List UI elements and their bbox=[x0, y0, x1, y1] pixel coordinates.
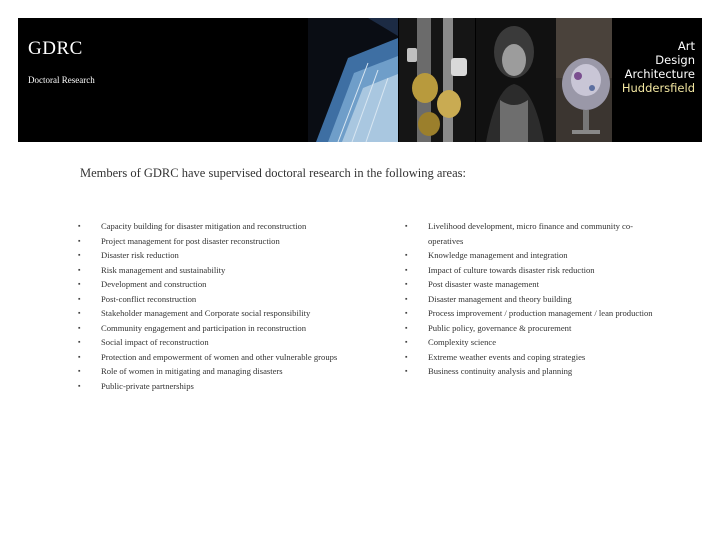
portrait-photo bbox=[476, 18, 556, 142]
list-item: ▪ Protection and empowerment of women and other vulnerable groups bbox=[101, 350, 381, 365]
list-item: ▪ Development and construction bbox=[101, 277, 381, 292]
research-areas-left bbox=[101, 219, 381, 394]
list-item: ▪ Role of women in mitigating and managing disasters bbox=[101, 364, 381, 379]
list-item: ▪ Livelihood development, micro finance and community co-operatives bbox=[428, 219, 653, 248]
school-line-art: Art bbox=[677, 39, 695, 53]
list-item: ▪ Post disaster waste management bbox=[428, 277, 653, 292]
research-areas-right bbox=[428, 219, 653, 379]
padlocks-photo bbox=[399, 18, 475, 142]
list-item: ▪ Disaster risk reduction bbox=[101, 248, 381, 263]
chair-photo bbox=[556, 18, 612, 142]
school-line-design: Design bbox=[655, 53, 695, 67]
building-photo bbox=[308, 18, 398, 142]
list-item: ▪ Complexity science bbox=[428, 335, 653, 350]
list-item: ▪ Knowledge management and integration bbox=[428, 248, 653, 263]
brand-title: GDRC bbox=[28, 38, 83, 59]
list-item: ▪ Public policy, governance & procurement bbox=[428, 321, 653, 336]
school-block bbox=[622, 39, 695, 95]
list-item: ▪ Capacity building for disaster mitigation and reconstruction bbox=[101, 219, 381, 234]
brand-subtitle: Doctoral Research bbox=[28, 75, 95, 85]
list-item: ▪ Process improvement / production management / lean production bbox=[428, 306, 653, 321]
list-item: ▪ Extreme weather events and coping strategies bbox=[428, 350, 653, 365]
list-item: ▪ Social impact of reconstruction bbox=[101, 335, 381, 350]
list-item: ▪ Post-conflict reconstruction bbox=[101, 292, 381, 307]
list-item: ▪ Business continuity analysis and planning bbox=[428, 364, 653, 379]
list-item: ▪ Stakeholder management and Corporate social responsibility bbox=[101, 306, 381, 321]
list-item: ▪ Disaster management and theory building bbox=[428, 292, 653, 307]
list-item: ▪ Project management for post disaster reconstruction bbox=[101, 234, 381, 249]
list-item: ▪ Community engagement and participation in reconstruction bbox=[101, 321, 381, 336]
header-banner bbox=[18, 18, 702, 142]
list-item: ▪ Public-private partnerships bbox=[101, 379, 381, 394]
intro-text: Members of GDRC have supervised doctoral research in the following areas: bbox=[80, 166, 466, 180]
school-line-architecture: Architecture bbox=[624, 67, 695, 81]
list-item: ▪ Impact of culture towards disaster risk reduction bbox=[428, 263, 653, 278]
list-item: ▪ Risk management and sustainability bbox=[101, 263, 381, 278]
school-name: Huddersfield bbox=[621, 81, 695, 95]
